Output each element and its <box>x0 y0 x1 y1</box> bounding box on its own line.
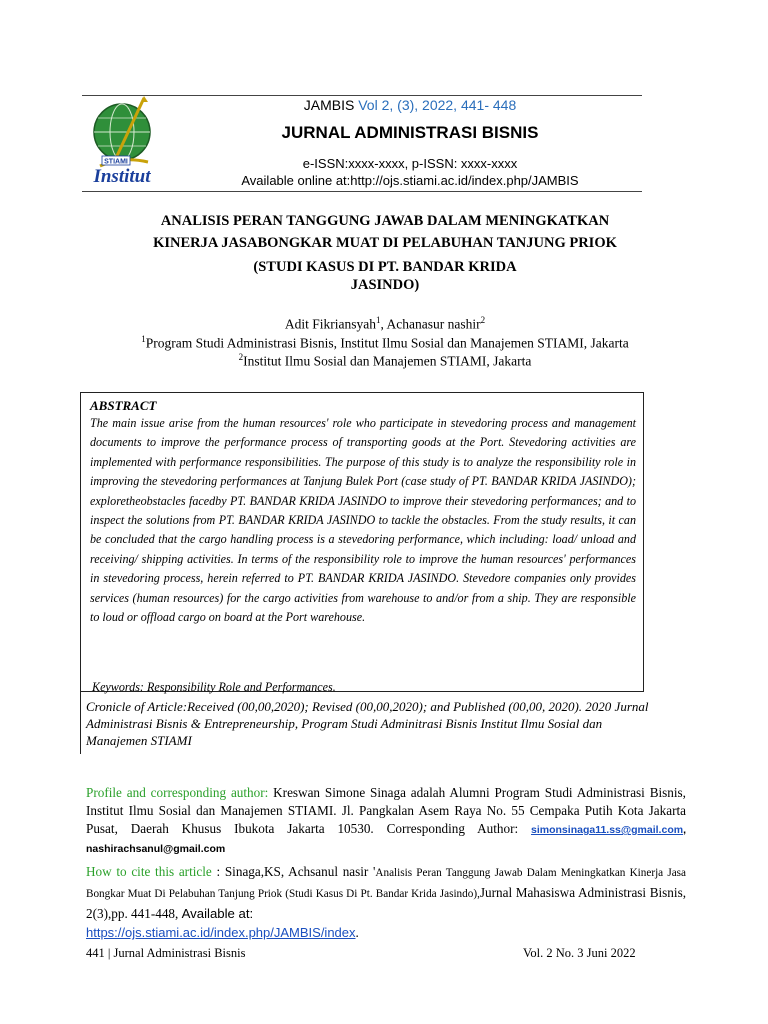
footer-right: Vol. 2 No. 3 Juni 2022 <box>523 946 636 960</box>
profile-text: Kreswan Simone Sinaga adalah Alumni Program Studi Administrasi Bisnis, Institut Ilmu Sosial dan Manajemen STIAMI. Jl. Pangkalan Asem Raya No. 55 Cempaka Putih Kota Jakarta Pusat, Daerah Khusus Ibukota Jakarta 10530. Corresponding Author: <box>86 785 686 836</box>
author-2: , Achanasur nashir <box>380 316 481 332</box>
keywords: Keywords: Responsibility Role and Performances. <box>92 680 336 694</box>
citation-label: How to cite this article <box>86 864 212 879</box>
chronicle: Cronicle of Article:Received (00,00,2020); Revised (00,00,2020); and Published (00,00, 2020). 2020 Jurnal Administrasi Bisnis & Entrepreneurship, Program Studi Adminitrasi Bisnis Institut Ilmu Sosial dan Manajemen STIAMI <box>86 699 649 748</box>
citation-title: Analisis Peran Tanggung Jawab Dalam Meningkatkan Kinerja Jasa Bongkar Muat Di Pelabuhan Tanjung Priok (Studi Kasus Di Pt. Bandar Krida Jasindo), <box>86 867 686 900</box>
abstract-body: The main issue arise from the human resources' role who participate in stevedoring process and management documents to improve the performance process of transporting goods at the Port. Stevedoring activities are implemented with performance responsibilities. The purpose of this study is to analyze the responsibility role in improving the stevedoring performances at Tanjung Bulek Port (case study of PT. BANDAR KRIDA JASINDO); exploretheobstacles facedby PT. BANDAR KRIDA JASINDO to improve their stevedoring performances; and to inspect the solutions from PT. BANDAR KRIDA JASINDO to tackle the obstacles. From the study results, it can be concluded that the cargo handling process is a stevedoring performance, which including: load/ unload and receiving/ shipping activities. In terms of the responsibility role to improve the human resources' performances in stevedoring process, herein referred to PT. BANDAR KRIDA JASINDO. Stevedore companies only provides services (human resources) for the cargo activities from warehouse to and/or from a ship. They are responsible to loud or offload cargo on board at the Port warehouse. <box>90 416 636 625</box>
logo-wordmark: Institut <box>93 166 151 187</box>
citation-lead: : Sinaga,KS, Achsanul nasir ' <box>211 864 376 879</box>
header-journal-line <box>180 97 640 113</box>
citation-journal: Jurnal Mahasiswa Administrasi Bisnis, 2(3),pp. 441-448, <box>86 885 686 921</box>
citation-available: Available at: <box>181 906 254 921</box>
affiliation-1-text: Program Studi Administrasi Bisnis, Institut Ilmu Sosial dan Manajemen STIAMI, Jakarta <box>145 335 629 351</box>
institute-logo <box>86 96 166 188</box>
email-separator: , <box>683 824 686 836</box>
logo-badge: STIAMI <box>104 158 128 166</box>
availability-line: Available online at:http://ojs.stiami.ac.id/index.php/JAMBIS <box>241 173 579 188</box>
affiliation-2-sup: 2 <box>238 352 244 362</box>
citation-end: . <box>355 925 359 940</box>
header-top-rule <box>82 95 642 96</box>
affiliation-1-sup: 1 <box>141 334 146 344</box>
article-title-line-3: (STUDI KASUS DI PT. BANDAR KRIDA <box>253 259 517 275</box>
affiliation-2 <box>90 347 680 372</box>
profile-label: Profile and corresponding author: <box>86 785 269 800</box>
profile-paragraph <box>86 784 686 858</box>
chronicle-rule <box>80 690 81 754</box>
email-2: nashirachsanul@gmail.com <box>86 843 226 855</box>
journal-short-name: JAMBIS <box>303 97 355 113</box>
email-link-1[interactable]: simonsinaga11.ss@gmail.com <box>531 824 684 836</box>
issn-line: e-ISSN:xxxx-xxxx, p-ISSN: xxxx-xxxx <box>302 156 518 171</box>
citation-url-link[interactable]: https://ojs.stiami.ac.id/index.php/JAMBIS/index <box>86 925 356 940</box>
citation-paragraph <box>86 862 686 942</box>
author-1-sup: 1 <box>376 315 381 325</box>
volume-info: Vol 2, (3), 2022, 441- 448 <box>358 97 517 113</box>
journal-name: JURNAL ADMINISTRASI BISNIS <box>281 123 539 142</box>
header-bottom-rule <box>82 191 642 192</box>
article-title-line-2: KINERJA JASABONGKAR MUAT DI PELABUHAN TANJUNG PRIOK <box>153 235 617 251</box>
article-title-line-1: ANALISIS PERAN TANGGUNG JAWAB DALAM MENINGKATKAN <box>160 213 610 229</box>
article-title-line-4: JASINDO) <box>350 277 420 293</box>
footer-left: 441 | Jurnal Administrasi Bisnis <box>86 946 246 960</box>
author-2-sup: 2 <box>480 315 486 325</box>
abstract-heading: ABSTRACT <box>90 398 157 413</box>
author-1: Adit Fikriansyah <box>284 316 376 332</box>
affiliation-2-text: Institut Ilmu Sosial dan Manajemen STIAMI, Jakarta <box>243 353 532 369</box>
